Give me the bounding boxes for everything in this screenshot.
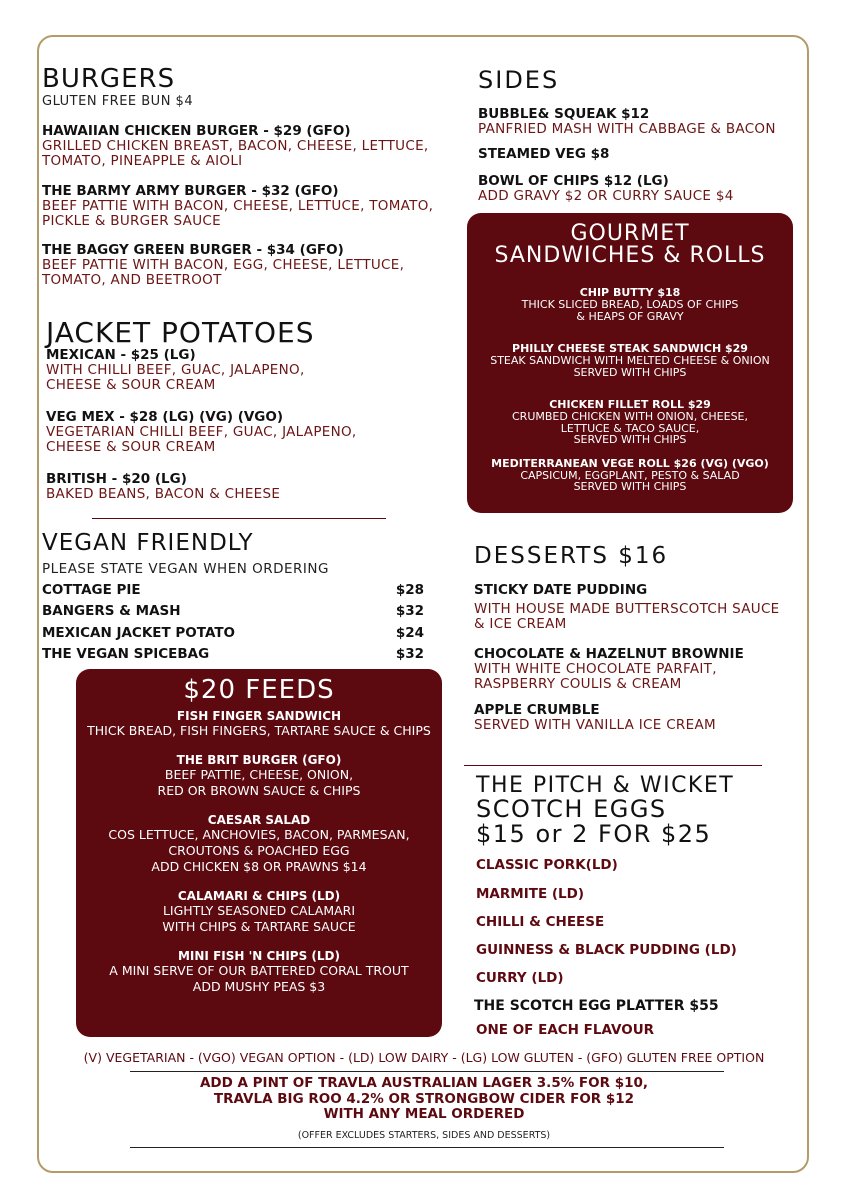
item-desc: BEEF PATTIE WITH BACON, CHEESE, LETTUCE, TOMATO, xyxy=(42,198,434,214)
item-name: CHOCOLATE & HAZELNUT BROWNIE xyxy=(474,646,744,662)
item-desc: SERVED WITH VANILLA ICE CREAM xyxy=(474,717,716,733)
feeds-item xyxy=(76,949,442,995)
scotch-item: CLASSIC PORK(LD) xyxy=(476,857,618,873)
scotch-subtitle: SCOTCH EGGS xyxy=(476,795,667,823)
item-desc: THICK SLICED BREAD, LOADS OF CHIPS xyxy=(521,298,739,311)
feeds-box xyxy=(76,669,442,1037)
item-desc: WITH CHIPS & TARTARE SAUCE xyxy=(162,919,356,934)
item-desc: CAPSICUM, EGGPLANT, PESTO & SALAD xyxy=(520,468,740,482)
jacket-item xyxy=(46,471,280,502)
item-name: APPLE CRUMBLE xyxy=(474,702,600,718)
item-desc: CHEESE & SOUR CREAM xyxy=(46,439,216,455)
gourmet-item xyxy=(467,343,793,378)
item-name: THE BRIT BURGER (GFO) xyxy=(176,753,342,767)
gourmet-item xyxy=(467,287,793,322)
sides-item xyxy=(478,106,776,137)
sides-item xyxy=(478,146,609,162)
item-desc: STEAK SANDWICH WITH MELTED CHEESE & ONION xyxy=(490,354,770,367)
item-desc: RASPBERRY COULIS & CREAM xyxy=(474,676,682,692)
item-desc: BAKED BEANS, BACON & CHEESE xyxy=(46,486,281,502)
item-name: MINI FISH 'N CHIPS (LD) xyxy=(177,949,341,963)
gourmet-subtitle: SANDWICHES & ROLLS xyxy=(494,243,766,268)
item-desc: & ICE CREAM xyxy=(474,616,567,632)
item-desc: CROUTONS & POACHED EGG xyxy=(168,843,350,858)
item-desc: CHEESE & SOUR CREAM xyxy=(46,377,216,393)
feeds-item xyxy=(76,709,442,739)
sides-item xyxy=(478,173,734,204)
item-name: STICKY DATE PUDDING xyxy=(474,582,648,598)
burger-item xyxy=(42,242,404,288)
item-desc: WITH HOUSE MADE BUTTERSCOTCH SAUCE xyxy=(474,601,780,617)
item-desc: PANFRIED MASH WITH CABBAGE & BACON xyxy=(478,121,776,137)
burger-item xyxy=(42,183,433,229)
item-desc: BEEF PATTIE WITH BACON, EGG, CHEESE, LETTUCE, xyxy=(42,257,405,273)
item-desc: PICKLE & BURGER SAUCE xyxy=(42,213,221,229)
divider xyxy=(92,518,386,519)
item-name: BANGERS & MASH xyxy=(42,603,181,619)
item-desc: BEEF PATTIE, CHEESE, ONION, xyxy=(164,767,354,782)
offer-line: ADD A PINT OF TRAVLA AUSTRALIAN LAGER 3.5% FOR $10, xyxy=(199,1075,649,1091)
item-name: CAESAR SALAD xyxy=(207,813,311,827)
item-name: CALAMARI & CHIPS (LD) xyxy=(177,889,341,903)
scotch-item: GUINNESS & BLACK PUDDING (LD) xyxy=(476,942,737,958)
feeds-item xyxy=(76,813,442,875)
item-desc: A MINI SERVE OF OUR BATTERED CORAL TROUT xyxy=(109,963,409,978)
jacket-item xyxy=(46,409,357,455)
offer-line: WITH ANY MEAL ORDERED xyxy=(323,1106,525,1122)
divider xyxy=(464,765,762,766)
item-desc: & HEAPS OF GRAVY xyxy=(576,309,684,323)
item-desc: SERVED WITH CHIPS xyxy=(573,365,687,379)
burger-item xyxy=(42,123,429,169)
dessert-item xyxy=(474,646,744,692)
item-name: MEDITERRANEAN VEGE ROLL $26 (VG) (VGO) xyxy=(491,456,769,470)
item-name: THE BAGGY GREEN BURGER - $34 (GFO) xyxy=(42,242,344,258)
item-name: MEXICAN - $25 (LG) xyxy=(46,347,196,363)
item-desc: GRILLED CHICKEN BREAST, BACON, CHEESE, LETTUCE, xyxy=(42,138,429,154)
dessert-item xyxy=(474,702,716,733)
vegan-title: VEGAN FRIENDLY xyxy=(42,530,254,556)
item-price: $32 xyxy=(395,603,424,619)
item-name: VEG MEX - $28 (LG) (VG) (VGO) xyxy=(46,409,284,425)
item-desc: ADD CHICKEN $8 OR PRAWNS $14 xyxy=(151,859,367,874)
scotch-item: CHILLI & CHEESE xyxy=(476,914,605,930)
item-name: THE BARMY ARMY BURGER - $32 (GFO) xyxy=(42,183,339,199)
item-price: $24 xyxy=(395,625,424,641)
scotch-platter-desc: ONE OF EACH FLAVOUR xyxy=(476,1022,655,1038)
item-desc: SERVED WITH CHIPS xyxy=(573,480,687,493)
vegan-item xyxy=(42,625,424,641)
item-price: $32 xyxy=(395,646,424,662)
item-desc: LIGHTLY SEASONED CALAMARI xyxy=(162,903,356,918)
item-desc: RED OR BROWN SAUCE & CHIPS xyxy=(157,783,361,798)
item-price: $28 xyxy=(395,582,424,598)
item-desc: LETTUCE & TACO SAUCE, xyxy=(560,421,700,435)
scotch-title: THE PITCH & WICKET xyxy=(476,773,735,798)
drinks-offer xyxy=(0,1076,848,1123)
item-name: MEXICAN JACKET POTATO xyxy=(42,625,236,641)
divider xyxy=(130,1071,724,1072)
gourmet-item xyxy=(467,458,793,493)
dietary-legend: (V) VEGETARIAN - (VGO) VEGAN OPTION - (LD) LOW DAIRY - (LG) LOW GLUTEN - (GFO) GLUTEN FREE OPTION xyxy=(83,1050,765,1065)
vegan-subtitle: PLEASE STATE VEGAN WHEN ORDERING xyxy=(42,561,329,577)
item-desc: COS LETTUCE, ANCHOVIES, BACON, PARMESAN, xyxy=(108,827,410,842)
offer-note: (OFFER EXCLUDES STARTERS, SIDES AND DESSERTS) xyxy=(297,1130,551,1141)
divider xyxy=(130,1147,724,1148)
sides-title: SIDES xyxy=(478,66,560,94)
item-name: BRITISH - $20 (LG) xyxy=(46,471,187,487)
item-name: FISH FINGER SANDWICH xyxy=(176,709,342,723)
item-name: CHIP BUTTY $18 xyxy=(579,286,681,299)
gourmet-title: GOURMET xyxy=(570,221,690,246)
gourmet-box xyxy=(467,213,793,513)
vegan-item xyxy=(42,646,424,662)
item-desc: SERVED WITH CHIPS xyxy=(573,433,687,446)
item-name: BUBBLE& SQUEAK $12 xyxy=(478,106,650,122)
item-desc: VEGETARIAN CHILLI BEEF, GUAC, JALAPENO, xyxy=(46,424,357,440)
item-name: THE VEGAN SPICEBAG xyxy=(42,646,210,662)
item-name: CHICKEN FILLET ROLL $29 xyxy=(549,398,711,411)
scotch-item: CURRY (LD) xyxy=(476,970,564,986)
offer-line: TRAVLA BIG ROO 4.2% OR STRONGBOW CIDER FOR $12 xyxy=(213,1090,635,1107)
scotch-item: MARMITE (LD) xyxy=(476,886,585,902)
feeds-item xyxy=(76,889,442,935)
burgers-title: BURGERS xyxy=(42,64,176,94)
item-desc: ADD GRAVY $2 OR CURRY SAUCE $4 xyxy=(478,188,734,204)
item-desc: TOMATO, PINEAPPLE & AIOLI xyxy=(42,153,243,169)
dessert-item xyxy=(474,582,780,632)
item-name: BOWL OF CHIPS $12 (LG) xyxy=(478,173,669,189)
gourmet-item xyxy=(467,399,793,446)
burgers-subtitle: GLUTEN FREE BUN $4 xyxy=(42,94,194,109)
item-desc: TOMATO, AND BEETROOT xyxy=(42,272,222,288)
item-name: COTTAGE PIE xyxy=(42,582,141,598)
item-name: HAWAIIAN CHICKEN BURGER - $29 (GFO) xyxy=(42,123,351,139)
item-desc: WITH CHILLI BEEF, GUAC, JALAPENO, xyxy=(46,362,305,378)
item-desc: WITH WHITE CHOCOLATE PARFAIT, xyxy=(474,661,717,677)
item-desc: CRUMBED CHICKEN WITH ONION, CHEESE, xyxy=(512,410,748,423)
jacket-title: JACKET POTATOES xyxy=(46,316,315,349)
scotch-price: $15 or 2 FOR $25 xyxy=(476,820,712,848)
item-desc: THICK BREAD, FISH FINGERS, TARTARE SAUCE & CHIPS xyxy=(87,723,431,738)
item-name: STEAMED VEG $8 xyxy=(478,146,610,162)
desserts-title: DESSERTS $16 xyxy=(474,543,669,569)
feeds-item xyxy=(76,753,442,799)
item-name: PHILLY CHEESE STEAK SANDWICH $29 xyxy=(512,342,748,355)
item-desc: ADD MUSHY PEAS $3 xyxy=(192,979,326,994)
jacket-item xyxy=(46,347,305,393)
scotch-platter: THE SCOTCH EGG PLATTER $55 xyxy=(474,998,719,1014)
vegan-item xyxy=(42,603,424,619)
feeds-title: $20 FEEDS xyxy=(183,675,335,705)
vegan-item xyxy=(42,582,424,598)
